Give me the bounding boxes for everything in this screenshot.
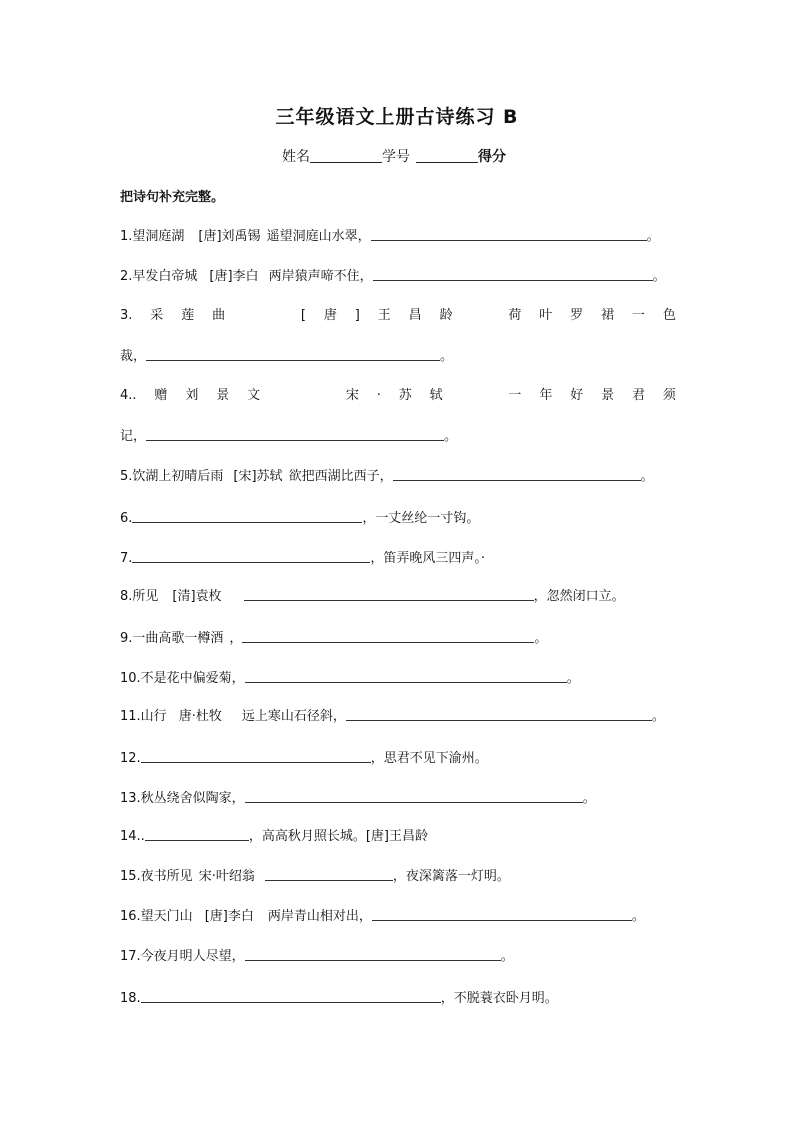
end-mark: 。 <box>500 949 514 964</box>
answer-blank[interactable] <box>132 508 362 523</box>
char: 3. <box>120 308 133 323</box>
char: 赠 <box>154 388 168 403</box>
given-line: ，夜深篱落一灯明。 <box>392 869 510 884</box>
given-line: 裁， <box>120 349 147 364</box>
question-5 <box>120 466 654 486</box>
char: 叶 <box>539 308 553 323</box>
char: 轼 <box>429 388 443 403</box>
given-line: 两岸猿声啼不住， <box>268 269 373 284</box>
question-number: 18. <box>120 991 141 1006</box>
question-12 <box>120 748 488 768</box>
end-mark: 。 <box>534 631 548 646</box>
answer-blank[interactable] <box>346 706 652 721</box>
poem-title: 8.所见 <box>120 589 159 604</box>
answer-blank[interactable] <box>242 628 534 643</box>
char: 王 <box>377 308 391 323</box>
answer-blank[interactable] <box>244 586 534 601</box>
poem-title: 2.早发白帝城 <box>120 269 198 284</box>
question-14 <box>120 826 428 846</box>
poem-title: 5.饮湖上初晴后雨 <box>120 469 224 484</box>
char: 唐 <box>323 308 337 323</box>
instruction: 把诗句补充完整。 <box>120 190 225 205</box>
end-mark: 。 <box>652 269 666 284</box>
char: ] <box>354 308 360 323</box>
answer-blank[interactable] <box>245 946 501 961</box>
question-2 <box>120 266 666 286</box>
poem-title: 1.望洞庭湖 <box>120 229 185 244</box>
given-line: ，不脱蓑衣卧月明。 <box>440 991 558 1006</box>
answer-blank[interactable] <box>393 466 641 481</box>
question-8 <box>120 586 625 606</box>
given-line: 欲把西湖比西子， <box>288 469 393 484</box>
comma: ， <box>229 631 243 646</box>
question-6 <box>120 508 479 528</box>
question-4 <box>120 386 676 406</box>
question-number: 12. <box>120 751 141 766</box>
end-mark: 。 <box>582 791 596 806</box>
char: 色 <box>662 308 676 323</box>
poem-author: 唐·杜牧 <box>178 709 222 724</box>
question-15 <box>120 866 510 886</box>
question-11 <box>120 706 665 726</box>
answer-blank[interactable] <box>141 988 441 1003</box>
end-mark: 。 <box>440 349 454 364</box>
given-line: 10.不是花中偏爱菊， <box>120 671 245 686</box>
given-line: 远上寒山石径斜， <box>241 709 346 724</box>
given-line: 遥望洞庭山水翠， <box>266 229 371 244</box>
char: 宋 <box>345 388 359 403</box>
end-mark: 。 <box>444 429 458 444</box>
char: 采 <box>150 308 164 323</box>
char: 龄 <box>439 308 453 323</box>
answer-blank[interactable] <box>141 748 371 763</box>
poem-author: [唐]李白 <box>204 909 254 924</box>
given-line: ，忽然闭口立。 <box>533 589 625 604</box>
char: 荷 <box>508 308 522 323</box>
char: 罗 <box>570 308 584 323</box>
question-10 <box>120 668 580 688</box>
page-title: 三年级语文上册古诗练习 B <box>275 106 519 128</box>
end-mark: 。 <box>646 229 660 244</box>
end-mark: 。 <box>566 671 580 686</box>
char: 刘 <box>185 388 199 403</box>
given-line: ，思君不见下渝州。 <box>370 751 488 766</box>
char: 文 <box>247 388 261 403</box>
given-line: 13.秋丛绕舍似陶家， <box>120 791 245 806</box>
given-line: 9.一曲高歌一樽酒 <box>120 631 224 646</box>
char: 君 <box>631 388 645 403</box>
answer-blank[interactable] <box>373 266 653 281</box>
question-9 <box>120 628 547 648</box>
given-line: ，一丈丝纶一寸钩。 <box>362 511 480 526</box>
given-line: 记， <box>120 429 147 444</box>
end-mark: 。 <box>651 709 665 724</box>
answer-blank[interactable] <box>372 906 632 921</box>
end-mark: 。 <box>640 469 654 484</box>
answer-blank[interactable] <box>145 826 249 841</box>
answer-blank[interactable] <box>146 426 444 441</box>
char: 须 <box>662 388 676 403</box>
poem-title: 11.山行 <box>120 709 167 724</box>
question-number: 6. <box>120 511 133 526</box>
question-17 <box>120 946 514 966</box>
char: 4.. <box>120 388 137 403</box>
question-16 <box>120 906 645 926</box>
question-number: 14.. <box>120 829 145 844</box>
char: · <box>376 388 381 403</box>
given-line: 17.今夜月明人尽望， <box>120 949 245 964</box>
score-label: 得分 <box>478 149 506 165</box>
name-label: 姓名 <box>282 149 310 165</box>
given-line: 两岸青山相对出， <box>267 909 372 924</box>
question-3-continued <box>120 346 453 366</box>
char: 好 <box>570 388 584 403</box>
given-line: ，高高秋月照长城。[唐]王昌龄 <box>248 829 428 844</box>
question-7 <box>120 548 485 568</box>
question-1 <box>120 226 660 246</box>
answer-blank[interactable] <box>245 788 583 803</box>
given-line: ，笛弄晚风三四声。· <box>370 551 486 566</box>
answer-blank[interactable] <box>146 346 440 361</box>
char: 昌 <box>408 308 422 323</box>
question-number: 7. <box>120 551 133 566</box>
poem-title: 16.望天门山 <box>120 909 193 924</box>
number-label: 学号 <box>382 149 410 165</box>
char: 曲 <box>212 308 226 323</box>
student-info <box>282 146 506 166</box>
poem-author: [唐]李白 <box>209 269 259 284</box>
poem-title: 15.夜书所见 <box>120 869 193 884</box>
name-field[interactable] <box>310 148 382 163</box>
question-18 <box>120 988 558 1008</box>
answer-blank[interactable] <box>245 668 567 683</box>
question-13 <box>120 788 596 808</box>
char: 一 <box>631 308 645 323</box>
poem-author: [清]袁枚 <box>172 589 222 604</box>
number-field[interactable] <box>416 148 478 163</box>
answer-blank[interactable] <box>265 866 393 881</box>
char: [ <box>300 308 306 323</box>
question-4-continued <box>120 426 457 446</box>
answer-blank[interactable] <box>371 226 647 241</box>
poem-author: [宋]苏轼 <box>233 469 283 484</box>
char: 莲 <box>181 308 195 323</box>
answer-blank[interactable] <box>132 548 370 563</box>
char: 裙 <box>601 308 615 323</box>
poem-author: [唐]刘禹锡 <box>198 229 261 244</box>
char: 年 <box>539 388 553 403</box>
poem-author: 宋·叶绍翁 <box>198 869 255 884</box>
char: 景 <box>216 388 230 403</box>
char: 一 <box>508 388 522 403</box>
end-mark: 。 <box>631 909 645 924</box>
char: 苏 <box>398 388 412 403</box>
question-3 <box>120 306 676 326</box>
char: 景 <box>601 388 615 403</box>
